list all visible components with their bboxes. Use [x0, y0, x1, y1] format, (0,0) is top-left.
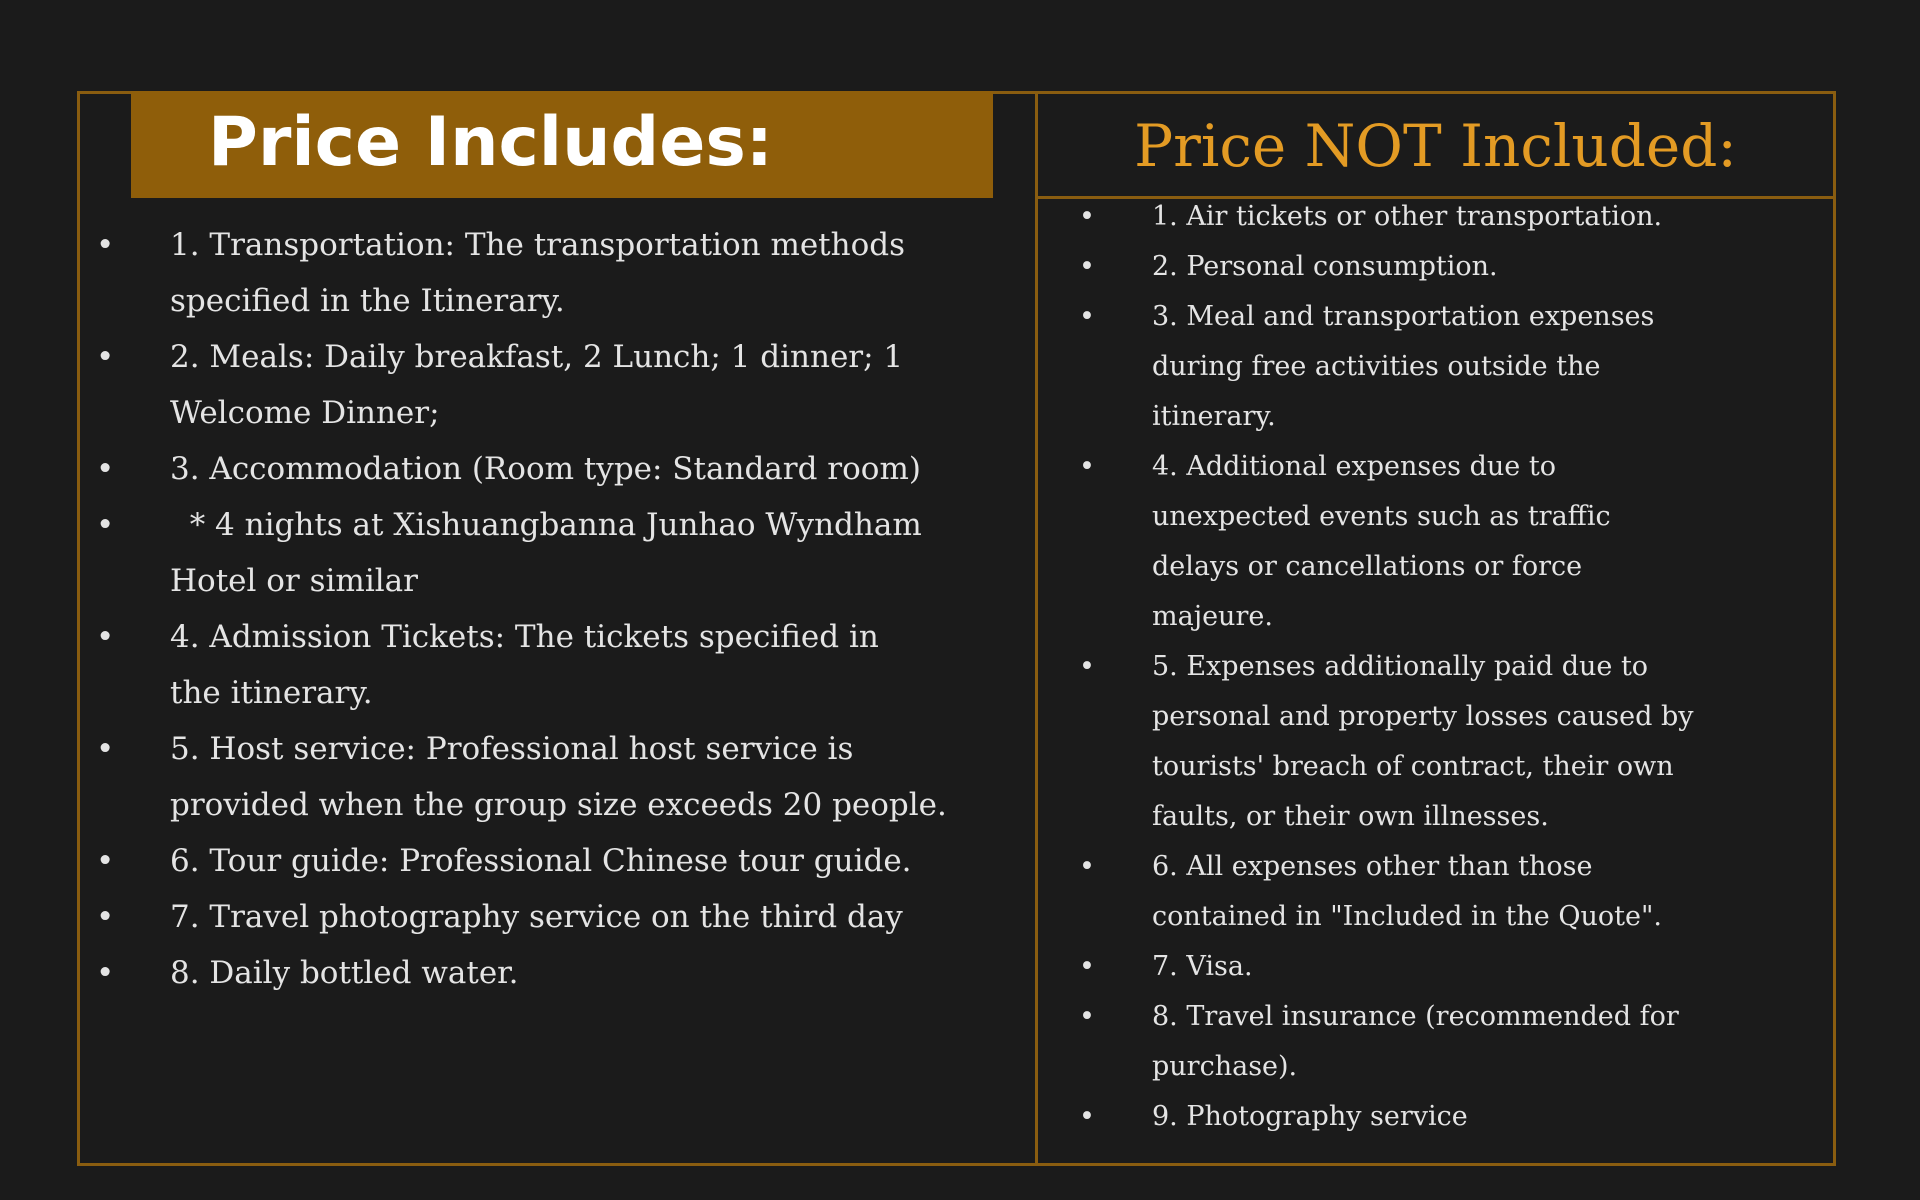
bullet-icon: • [1079, 1101, 1095, 1132]
list-item [1079, 992, 1832, 1092]
list-item-line: 8. Travel insurance (recommended for [1152, 1001, 1679, 1032]
excludes-list [1079, 192, 1832, 1142]
list-item-line: provided when the group size exceeds 20 people. [170, 787, 947, 823]
list-item-line: tourists' breach of contract, their own [1152, 751, 1674, 782]
list-item-line: contained in "Included in the Quote". [1152, 901, 1662, 932]
list-item-line: during free activities outside the [1152, 351, 1601, 382]
list-item [96, 609, 1030, 721]
list-item [96, 497, 1030, 609]
list-item [1079, 442, 1832, 642]
list-item [1079, 842, 1832, 942]
list-item-line: 7. Travel photography service on the third day [170, 899, 903, 935]
bullet-icon: • [1079, 451, 1095, 482]
bullet-icon: • [1079, 251, 1095, 282]
bullet-icon: • [96, 619, 115, 655]
bullet-icon: • [1079, 851, 1095, 882]
bullet-icon: • [96, 843, 115, 879]
includes-title: Price Includes: [131, 91, 993, 198]
bullet-icon: • [96, 899, 115, 935]
list-item-line: unexpected events such as traffic [1152, 501, 1611, 532]
list-item [96, 441, 1030, 497]
bullet-icon: • [96, 955, 115, 991]
list-item-line: 4. Additional expenses due to [1152, 451, 1556, 482]
list-item-line: 9. Photography service [1152, 1101, 1468, 1132]
list-item [1079, 292, 1832, 442]
list-item [1079, 1092, 1832, 1142]
list-item-line: personal and property losses caused by [1152, 701, 1694, 732]
list-item [96, 721, 1030, 833]
list-item-line: 1. Transportation: The transportation methods [170, 227, 906, 263]
list-item-line: 6. Tour guide: Professional Chinese tour guide. [170, 843, 912, 879]
list-item-line: faults, or their own illnesses. [1152, 801, 1549, 832]
bullet-icon: • [1079, 651, 1095, 682]
list-item-line: the itinerary. [170, 675, 373, 711]
list-item-line: 8. Daily bottled water. [170, 955, 519, 991]
list-item-line: Welcome Dinner; [170, 395, 440, 431]
list-item-line: purchase). [1152, 1051, 1298, 1082]
list-item-line: majeure. [1152, 601, 1273, 632]
list-item [96, 833, 1030, 889]
bullet-icon: • [96, 731, 115, 767]
list-item-line: 6. All expenses other than those [1152, 851, 1593, 882]
list-item-line: 4. Admission Tickets: The tickets specified in [170, 619, 879, 655]
bullet-icon: • [1079, 1001, 1095, 1032]
list-item-line: Hotel or similar [170, 563, 418, 599]
list-item-line: * 4 nights at Xishuangbanna Junhao Wyndham [170, 507, 922, 543]
list-item [96, 945, 1030, 1001]
list-item-line: 1. Air tickets or other transportation. [1152, 201, 1663, 232]
list-item [1079, 242, 1832, 292]
list-item [1079, 192, 1832, 242]
list-item [1079, 642, 1832, 842]
bullet-icon: • [1079, 301, 1095, 332]
list-item [1079, 942, 1832, 992]
bullet-icon: • [96, 227, 115, 263]
list-item-line: 3. Meal and transportation expenses [1152, 301, 1655, 332]
list-item [96, 889, 1030, 945]
includes-list [96, 217, 1030, 1001]
bullet-icon: • [96, 451, 115, 487]
list-item-line: 7. Visa. [1152, 951, 1253, 982]
list-item [96, 217, 1030, 329]
bullet-icon: • [1079, 201, 1095, 232]
list-item-line: 5. Expenses additionally paid due to [1152, 651, 1649, 682]
column-divider [1035, 91, 1038, 1166]
list-item-line: specified in the Itinerary. [170, 283, 565, 319]
bullet-icon: • [96, 339, 115, 375]
bullet-icon: • [1079, 951, 1095, 982]
list-item-line: delays or cancellations or force [1152, 551, 1583, 582]
list-item-line: 2. Meals: Daily breakfast, 2 Lunch; 1 dinner; 1 [170, 339, 904, 375]
list-item [96, 329, 1030, 441]
bullet-icon: • [96, 507, 115, 543]
list-item-line: 2. Personal consumption. [1152, 251, 1498, 282]
excludes-title: Price NOT Included: [1038, 94, 1833, 199]
list-item-line: 3. Accommodation (Room type: Standard room) [170, 451, 921, 487]
list-item-line: 5. Host service: Professional host service is [170, 731, 854, 767]
list-item-line: itinerary. [1152, 401, 1276, 432]
